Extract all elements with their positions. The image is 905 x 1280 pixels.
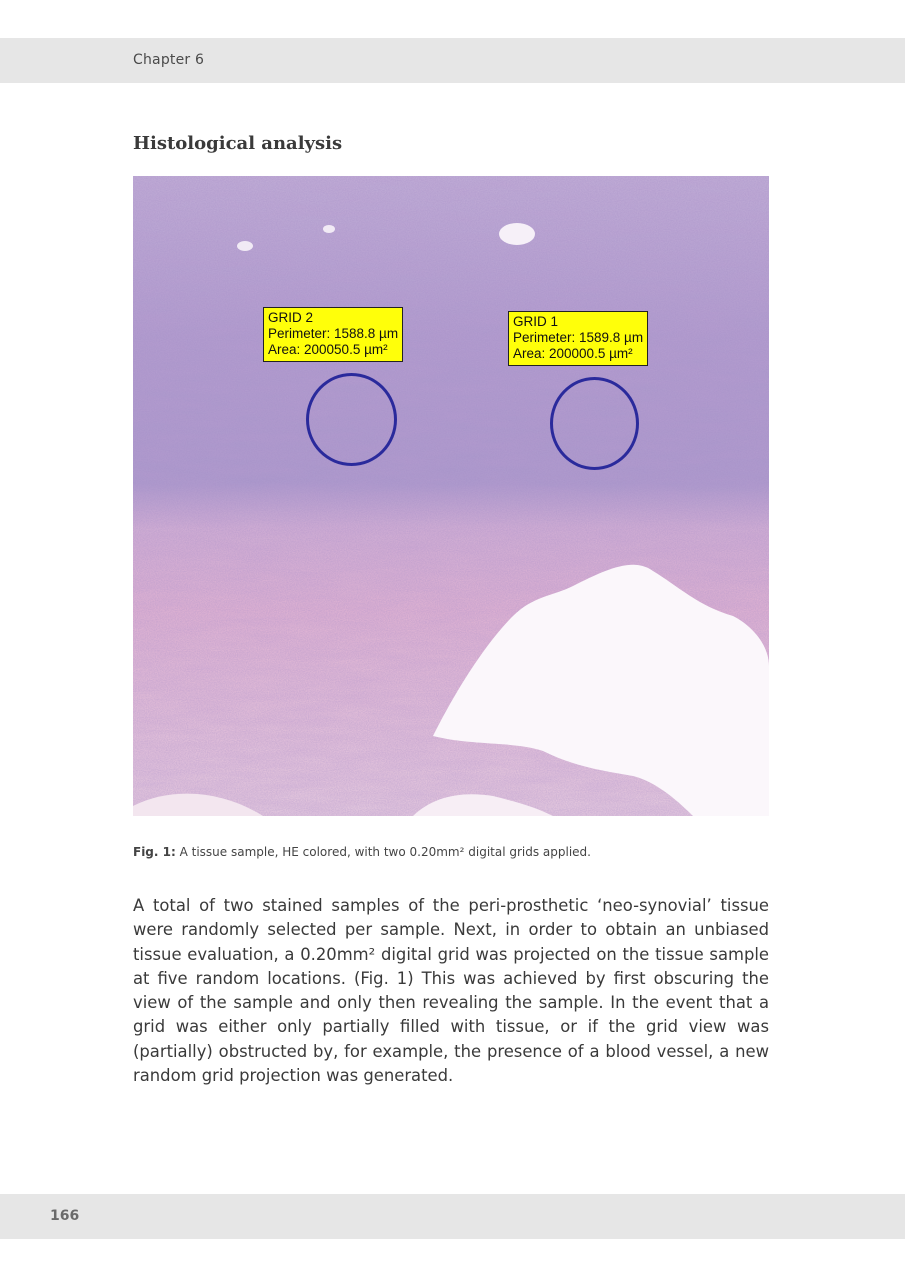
caption-text: A tissue sample, HE colored, with two 0.20mm² digital grids applied. (175, 845, 591, 859)
caption-label: Fig. 1: (133, 845, 176, 859)
grid-2-perimeter: Perimeter: 1588.8 µm (268, 326, 399, 341)
grid-1-area: Area: 200000.5 µm² (513, 346, 633, 361)
grid-2-circle (306, 373, 397, 466)
body-paragraph: A total of two stained samples of the peri-prosthetic ‘neo-synovial’ tissue were randomly selected per sample. Next, in order to obtain an unbiased tissue evaluation, a 0.20mm² digital grid was projected on the tissue sample at five random locations. (Fig. 1) This was achieved by first obscuring the view of the sample and only then revealing the sample. In the event that a grid was either only partially filled with tissue, or if the grid view was (partially) obstructed by, for example, the presence of a blood vessel, a new random grid projection was generated. (133, 896, 769, 1086)
page-footer (0, 1194, 905, 1239)
page-header (0, 38, 905, 83)
page-number: 166 (50, 1208, 80, 1224)
figure-caption (133, 845, 591, 859)
grid-1-label (508, 311, 648, 366)
grid-1-name: GRID 1 (513, 314, 559, 329)
grid-2-area: Area: 200050.5 µm² (268, 342, 388, 357)
chapter-label: Chapter 6 (133, 52, 205, 68)
section-heading: Histological analysis (133, 133, 343, 154)
grid-1-perimeter: Perimeter: 1589.8 µm (513, 330, 644, 345)
tissue-image (133, 176, 769, 816)
tissue-figure (133, 176, 769, 816)
grid-1-circle (550, 377, 639, 470)
grid-2-name: GRID 2 (268, 310, 314, 325)
grid-2-label (263, 307, 403, 362)
